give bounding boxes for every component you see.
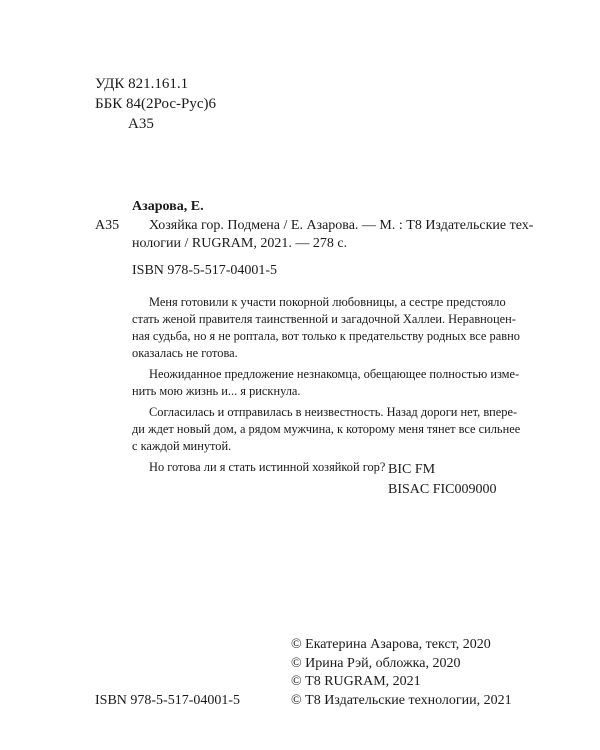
bib-line-1: Хозяйка гор. Подмена / Е. Азарова. — М. : Т8 Издательские тех- (149, 218, 534, 233)
bisac-code: BISAC FIC009000 (388, 482, 497, 497)
udk-code: УДК 821.161.1 (95, 76, 189, 92)
copyright-line: © Т8 Издательские технологии, 2021 (291, 692, 512, 708)
annotation (132, 294, 527, 480)
annotation-line: с каждой минутой. (132, 439, 232, 453)
annotation-paragraph-2 (132, 366, 527, 400)
copyright-line: © Т8 RUGRAM, 2021 (291, 674, 421, 689)
author-name: Азарова, Е. (132, 199, 204, 214)
annotation-paragraph-1 (132, 294, 527, 362)
annotation-line: Меня готовили к участи покорной любовницы, а сестре предстояло (149, 295, 506, 309)
copyright-line: © Ирина Рэй, обложка, 2020 (291, 655, 461, 671)
author-mark: А35 (128, 116, 154, 132)
annotation-line: нить мою жизнь и... я рискнула. (132, 384, 301, 398)
bib-author-mark: А35 (95, 218, 120, 233)
isbn-bottom: ISBN 978-5-517-04001-5 (95, 693, 241, 708)
copyright-line: © Екатерина Азарова, текст, 2020 (291, 637, 491, 652)
bbk-code: ББК 84(2Рос-Рус)6 (95, 96, 216, 112)
annotation-line: Согласилась и отправилась в неизвестность. Назад дороги нет, впере- (149, 405, 518, 419)
isbn-top: ISBN 978-5-517-04001-5 (132, 263, 278, 278)
bib-line-2: нологии / RUGRAM, 2021. — 278 с. (132, 236, 348, 251)
bibliographic-description (132, 217, 534, 253)
classification-block (95, 74, 216, 134)
annotation-line: стать женой правителя таинственной и загадочной Халлеи. Неравноцен- (132, 312, 516, 326)
annotation-line: Неожиданное предложение незнакомца, обещающее полностью изме- (149, 367, 520, 381)
annotation-line: Но готова ли я стать истинной хозяйкой гор? (149, 460, 386, 474)
subject-codes (388, 460, 497, 500)
annotation-paragraph-3 (132, 404, 527, 455)
annotation-line: ная судьба, но я не роптала, вот только к предательству родных все равно (132, 329, 520, 343)
bic-code: BIC FM (388, 462, 436, 477)
annotation-line: ди ждет новый дом, а рядом мужчина, к которому меня тянет все сильнее (132, 422, 521, 436)
copyright-block (291, 636, 512, 710)
annotation-line: оказалась не готова. (132, 346, 238, 360)
